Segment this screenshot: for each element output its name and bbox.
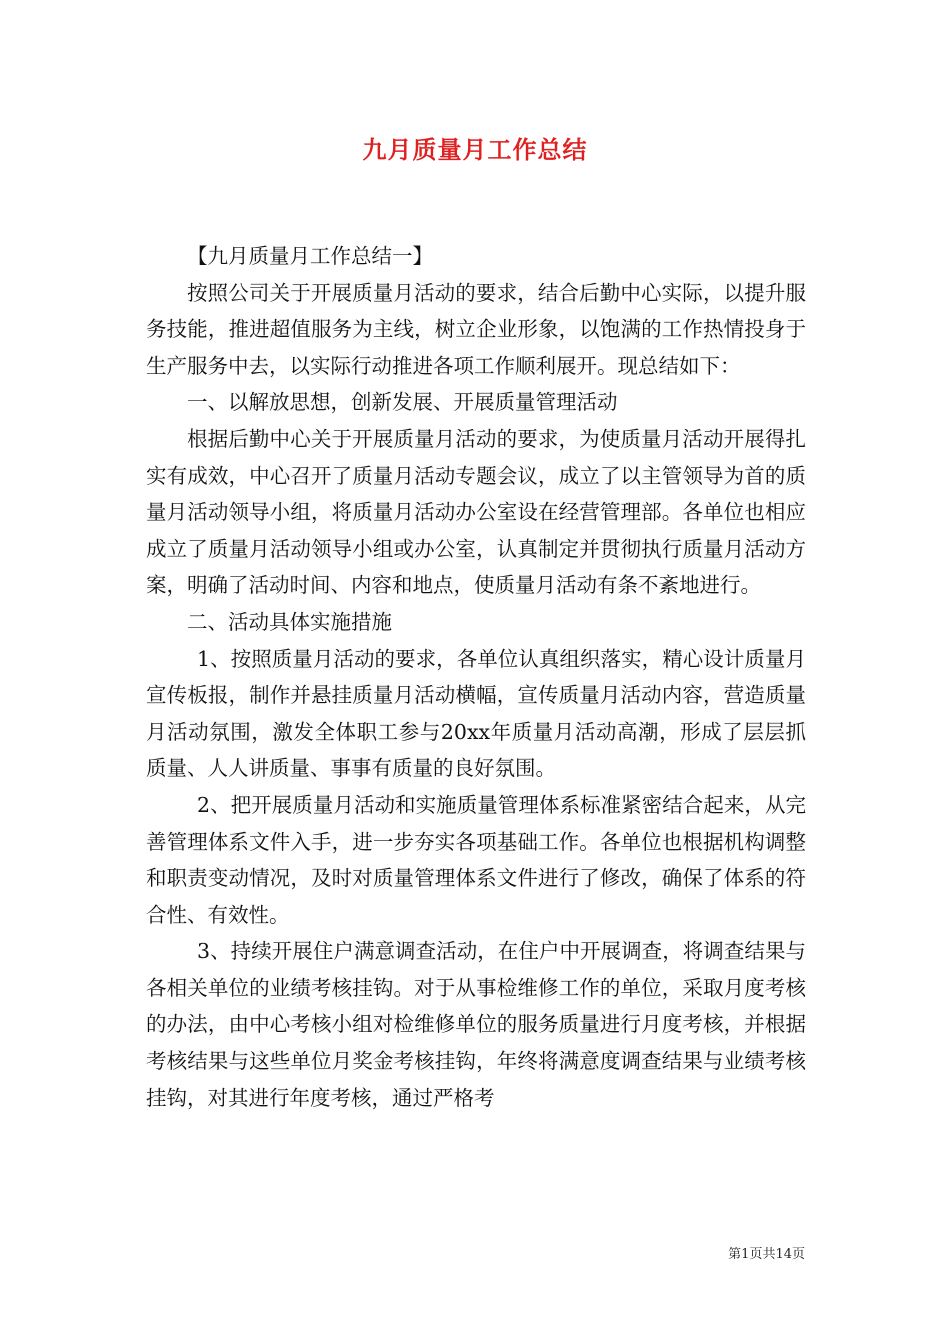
paragraph: 根据后勤中心关于开展质量月活动的要求，为使质量月活动开展得扎实有成效，中心召开了质量月活动专题会议，成立了以主管领导为首的质量月活动领导小组，将质量月活动办公室设在经营管理部。各单位也相应成立了质量月活动领导小组或办公室，认真制定并贯彻执行质量月活动方案，明确了活动时间、内容和地点，使质量月活动有条不紊地进行。 — [146, 426, 806, 598]
section-heading: 二、活动具体实施措施 — [187, 609, 392, 634]
paragraph: 1、按照质量月活动的要求，各单位认真组织落实，精心设计质量月宣传板报，制作并悬挂质量月活动横幅，宣传质量月活动内容，营造质量月活动氛围，激发全体职工参与20xx年质量月活动高潮，形成了层层抓质量、人人讲质量、事事有质量的良好氛围。 — [146, 646, 806, 781]
section-heading: 【九月质量月工作总结一】 — [187, 244, 433, 268]
page-number-footer: 第1页共14页 — [728, 1247, 805, 1262]
paragraph: 3、持续开展住户满意调查活动，在住户中开展调查，将调查结果与各相关单位的业绩考核挂钩。对于从事检维修工作的单位，采取月度考核的办法，由中心考核小组对检维修单位的服务质量进行月度考核，并根据考核结果与这些单位月奖金考核挂钩，年终将满意度调查结果与业绩考核挂钩，对其进行年度考核，通过严格考 — [146, 939, 806, 1110]
paragraph: 2、把开展质量月活动和实施质量管理体系标准紧密结合起来，从完善管理体系文件入手，进一步夯实各项基础工作。各单位也根据机构调整和职责变动情况，及时对质量管理体系文件进行了修改，确保了体系的符合性、有效性。 — [146, 792, 806, 927]
document-body — [146, 238, 806, 1116]
paragraph: 按照公司关于开展质量月活动的要求，结合后勤中心实际，以提升服务技能，推进超值服务为主线，树立企业形象，以饱满的工作热情投身于生产服务中去，以实际行动推进各项工作顺利展开。现总结如下： — [146, 280, 806, 378]
document-title: 九月质量月工作总结 — [362, 135, 588, 164]
section-heading: 一、以解放思想，创新发展、开展质量管理活动 — [187, 390, 618, 415]
